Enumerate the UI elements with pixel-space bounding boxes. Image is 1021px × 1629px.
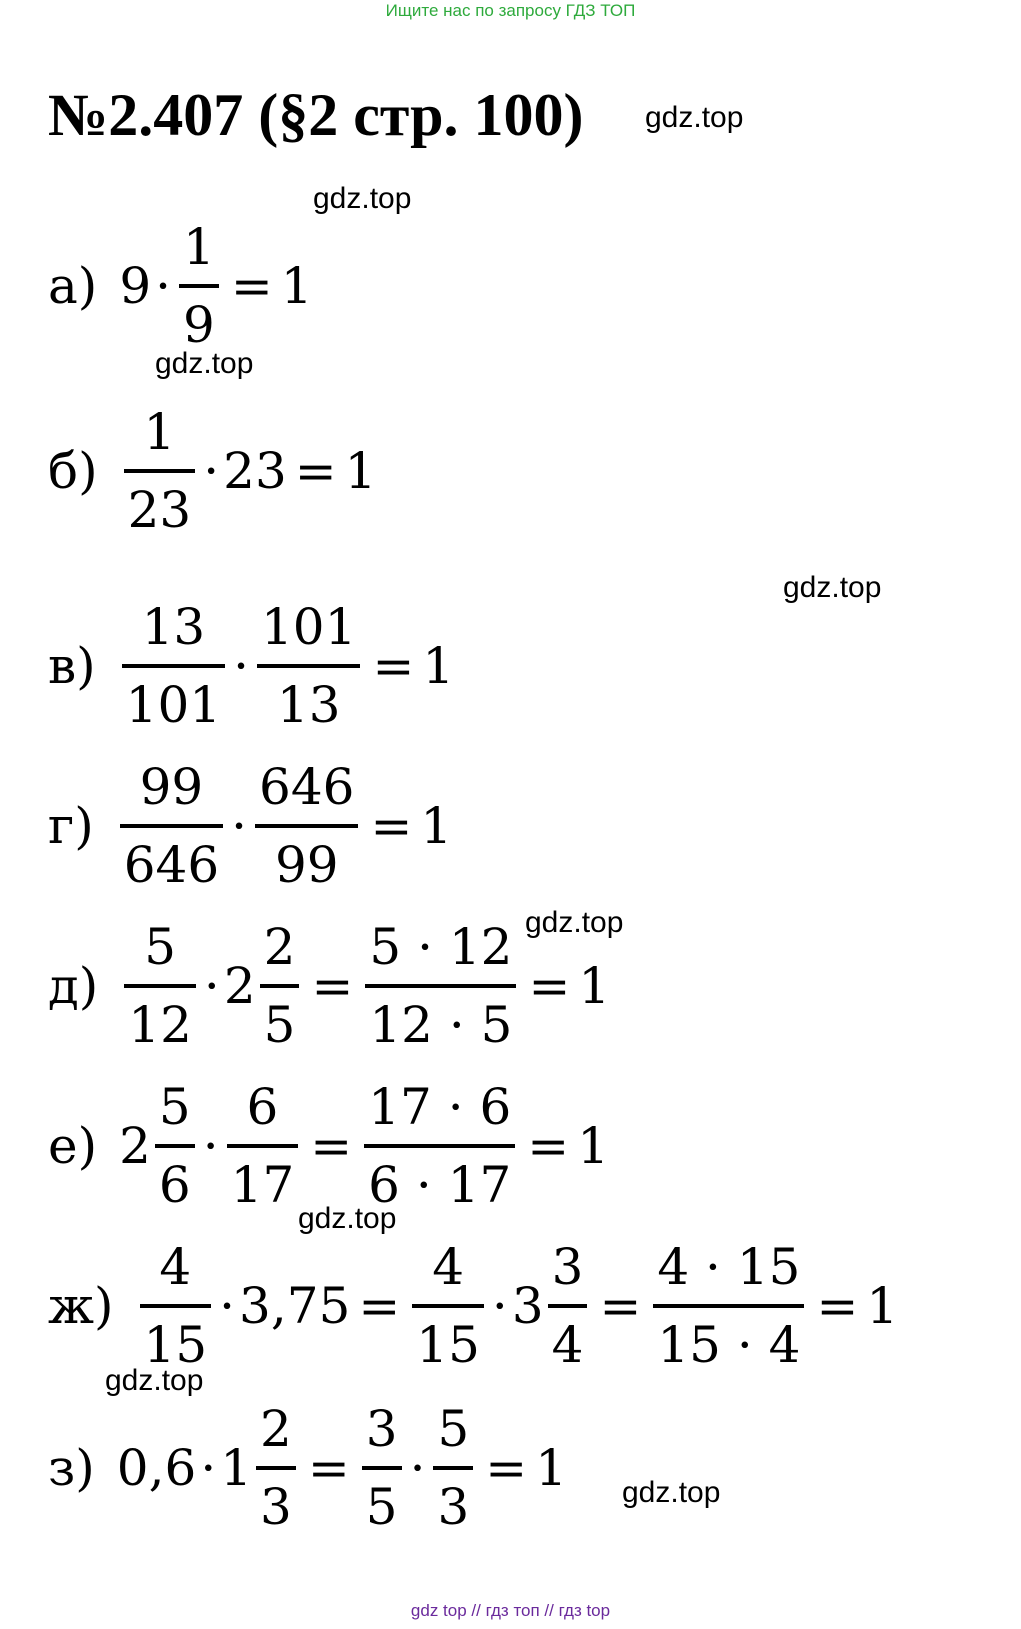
fraction bbox=[122, 590, 225, 742]
fraction bbox=[257, 590, 360, 742]
fraction bbox=[364, 1070, 515, 1222]
numerator: 1 bbox=[143, 403, 176, 461]
equals-sign: = bbox=[311, 957, 354, 1015]
top-banner: Ищите нас по запросу ГДЗ ТОП bbox=[385, 1, 636, 20]
problem-b bbox=[48, 395, 376, 547]
fraction bbox=[255, 750, 358, 902]
watermark: gdz.top bbox=[313, 182, 412, 215]
math-term: 1 bbox=[420, 797, 453, 855]
fraction bbox=[256, 1392, 296, 1544]
math-term: 2 bbox=[223, 957, 256, 1015]
numerator: 101 bbox=[261, 598, 357, 656]
equals-sign: = bbox=[294, 442, 337, 500]
numerator: 3 bbox=[365, 1400, 398, 1458]
denominator: 6 · 17 bbox=[368, 1156, 512, 1214]
denominator: 5 bbox=[263, 996, 296, 1054]
denominator: 17 bbox=[230, 1156, 295, 1214]
fraction bbox=[260, 910, 300, 1062]
equals-sign: = bbox=[307, 1439, 350, 1497]
problem-a bbox=[48, 210, 313, 362]
math-term: 1 bbox=[578, 957, 611, 1015]
watermark: gdz.top bbox=[155, 347, 254, 380]
equals-sign: = bbox=[230, 257, 273, 315]
denominator: 101 bbox=[125, 676, 222, 734]
fraction bbox=[179, 210, 219, 362]
denominator: 3 bbox=[260, 1478, 292, 1536]
numerator: 646 bbox=[259, 758, 355, 816]
footer-links: gdz top // гдз топ // гдз top bbox=[410, 1601, 611, 1620]
math-term: 1 bbox=[280, 257, 313, 315]
watermark: gdz.top bbox=[645, 101, 744, 134]
numerator: 13 bbox=[141, 598, 206, 656]
math-term: 3 bbox=[511, 1277, 544, 1335]
math-term: 9 bbox=[119, 257, 152, 315]
fraction bbox=[365, 910, 516, 1062]
numerator: 17 · 6 bbox=[368, 1078, 512, 1136]
watermark: gdz.top bbox=[525, 906, 624, 939]
problem-v bbox=[48, 590, 454, 742]
multiply-sign: · bbox=[491, 1277, 508, 1335]
equals-sign: = bbox=[310, 1117, 353, 1175]
multiply-sign: · bbox=[202, 1117, 219, 1175]
numerator: 1 bbox=[183, 218, 215, 276]
math-term: 23 bbox=[223, 442, 287, 500]
fraction bbox=[124, 395, 196, 547]
math-term: 1 bbox=[422, 637, 455, 695]
denominator: 12 bbox=[128, 996, 192, 1054]
fraction bbox=[227, 1070, 299, 1222]
denominator: 15 bbox=[143, 1316, 208, 1374]
fraction bbox=[548, 1230, 588, 1382]
problem-label: е) bbox=[48, 1117, 98, 1175]
numerator: 5 bbox=[437, 1400, 470, 1458]
problem-g bbox=[48, 750, 452, 902]
fraction bbox=[140, 1230, 212, 1382]
denominator: 9 bbox=[183, 296, 215, 354]
math-term: 2 bbox=[119, 1117, 151, 1175]
equals-sign: = bbox=[370, 797, 413, 855]
watermark: gdz.top bbox=[298, 1202, 397, 1235]
problem-e bbox=[48, 1070, 609, 1222]
multiply-sign: · bbox=[155, 257, 172, 315]
math-term: 1 bbox=[866, 1277, 899, 1335]
numerator: 5 bbox=[144, 918, 177, 976]
page-title: №2.407 (§2 стр. 100) bbox=[48, 82, 584, 148]
equals-sign: = bbox=[485, 1439, 528, 1497]
denominator: 99 bbox=[274, 836, 339, 894]
fraction bbox=[653, 1230, 804, 1382]
math-term: 1 bbox=[344, 442, 377, 500]
denominator: 5 bbox=[365, 1478, 398, 1536]
multiply-sign: · bbox=[203, 957, 220, 1015]
fraction bbox=[120, 750, 223, 902]
problem-label: б) bbox=[48, 442, 98, 500]
watermark: gdz.top bbox=[622, 1476, 721, 1509]
denominator: 15 bbox=[416, 1316, 480, 1374]
denominator: 12 · 5 bbox=[369, 996, 513, 1054]
problem-label: а) bbox=[48, 257, 98, 315]
denominator: 4 bbox=[551, 1316, 584, 1374]
fraction bbox=[412, 1230, 484, 1382]
math-term: 1 bbox=[535, 1439, 567, 1497]
equals-sign: = bbox=[527, 1117, 570, 1175]
denominator: 23 bbox=[127, 481, 192, 539]
numerator: 5 bbox=[158, 1078, 191, 1136]
math-term: 1 bbox=[577, 1117, 610, 1175]
equals-sign: = bbox=[599, 1277, 642, 1335]
denominator: 3 bbox=[437, 1478, 470, 1536]
denominator: 646 bbox=[123, 836, 220, 894]
fraction bbox=[124, 910, 196, 1062]
numerator: 2 bbox=[260, 1400, 292, 1458]
numerator: 99 bbox=[139, 758, 204, 816]
problem-label: д) bbox=[48, 957, 99, 1015]
fraction bbox=[433, 1392, 473, 1544]
problem-label: в) bbox=[48, 637, 96, 695]
multiply-sign: · bbox=[233, 637, 249, 695]
problem-z bbox=[48, 1392, 567, 1544]
fraction bbox=[362, 1392, 402, 1544]
multiply-sign: · bbox=[231, 797, 248, 855]
numerator: 4 bbox=[432, 1238, 464, 1296]
equals-sign: = bbox=[372, 637, 415, 695]
problem-d bbox=[48, 910, 610, 1062]
multiply-sign: · bbox=[409, 1439, 426, 1497]
problem-label: з) bbox=[48, 1439, 95, 1497]
problem-zh bbox=[48, 1230, 898, 1382]
multiply-sign: · bbox=[219, 1277, 236, 1335]
equals-sign: = bbox=[358, 1277, 401, 1335]
denominator: 13 bbox=[276, 676, 341, 734]
numerator: 4 bbox=[159, 1238, 192, 1296]
math-term: 0,6 bbox=[116, 1439, 197, 1497]
denominator: 15 · 4 bbox=[657, 1316, 801, 1374]
problem-label: г) bbox=[48, 797, 94, 855]
problem-label: ж) bbox=[48, 1277, 114, 1335]
math-term: 3,75 bbox=[239, 1277, 351, 1335]
equals-sign: = bbox=[816, 1277, 859, 1335]
numerator: 2 bbox=[263, 918, 296, 976]
watermark: gdz.top bbox=[105, 1364, 204, 1397]
numerator: 6 bbox=[246, 1078, 279, 1136]
math-term: 1 bbox=[220, 1439, 253, 1497]
numerator: 3 bbox=[551, 1238, 584, 1296]
numerator: 5 · 12 bbox=[369, 918, 513, 976]
watermark: gdz.top bbox=[783, 571, 882, 604]
equals-sign: = bbox=[528, 957, 571, 1015]
denominator: 6 bbox=[158, 1156, 191, 1214]
numerator: 4 · 15 bbox=[657, 1238, 801, 1296]
fraction bbox=[155, 1070, 195, 1222]
multiply-sign: · bbox=[200, 1439, 217, 1497]
multiply-sign: · bbox=[203, 442, 220, 500]
